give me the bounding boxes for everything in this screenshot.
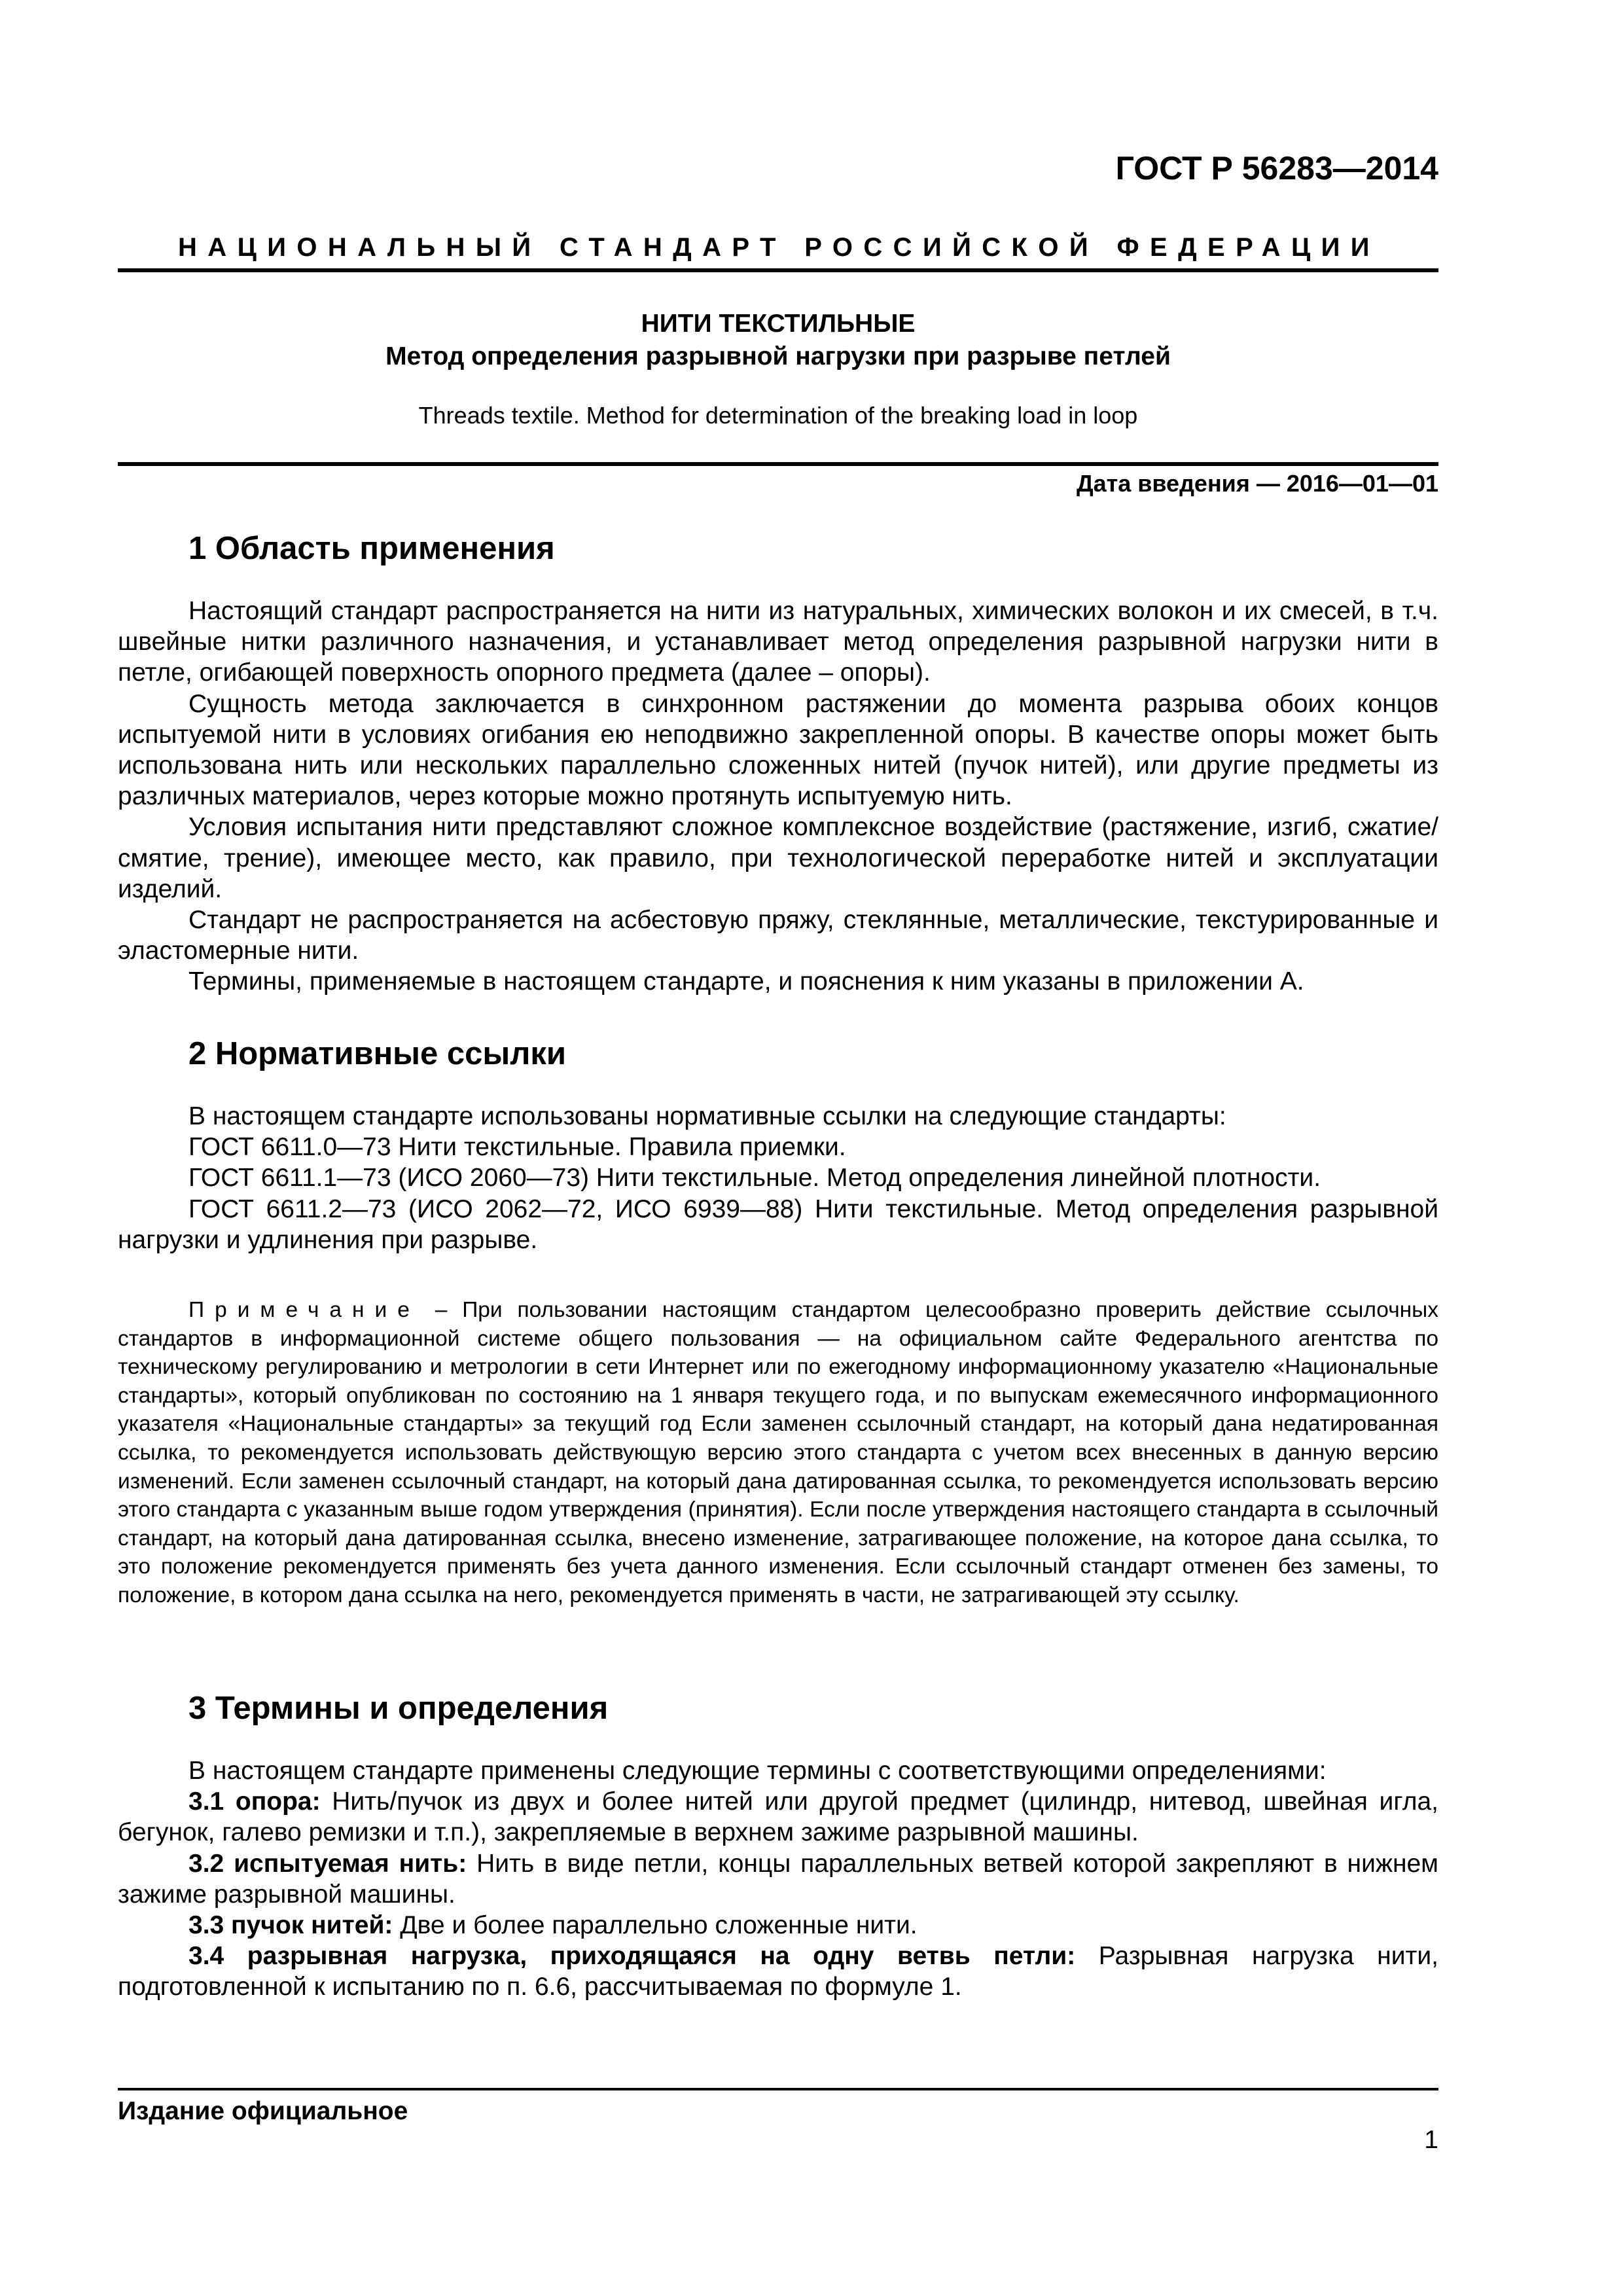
title-rule — [118, 462, 1438, 466]
document-subtitle: Метод определения разрывной нагрузки при разрыве петлей — [385, 342, 1171, 370]
section-3-body — [118, 1755, 1438, 2003]
document-title: НИТИ ТЕКСТИЛЬНЫЕ — [641, 310, 916, 338]
note-label: Примечание — [188, 1298, 420, 1322]
header-rule — [118, 268, 1438, 272]
term-name: 3.2 испытуемая нить: — [188, 1849, 467, 1878]
paragraph: В настоящем стандарте использованы нормативные ссылки на следующие стандарты: — [188, 1102, 1226, 1130]
term-definition: Разрывная нагрузка нити, подготовленной к испытанию по п. 6.6, рассчитываемая по формуле 1. — [118, 1942, 1438, 2001]
paragraph: ГОСТ 6611.2—73 (ИСО 2062—72, ИСО 6939—88) Нити текстильные. Метод определения разрывной нагрузки и удлинения при разрыве. — [118, 1194, 1438, 1254]
introduction-date: Дата введения — 2016—01—01 — [1076, 470, 1438, 497]
title-block — [118, 308, 1438, 431]
term-name: 3.3 пучок нитей: — [188, 1911, 393, 1940]
paragraph: Сущность метода заключается в синхронном растяжении до момента разрыва обоих концов испытуемой нити в условиях огибания ею неподвижно закрепленной опоры. В качестве опоры может быть использована нить или нескольких параллельно сложенных нитей (пучок нитей), или другие предметы из различных материалов, через которые можно протянуть испытуемую нить. — [118, 689, 1438, 811]
section-1-heading: 1 Область применения — [188, 531, 555, 566]
paragraph: ГОСТ 6611.0—73 Нити текстильные. Правила приемки. — [188, 1133, 846, 1162]
term-definition: Две и более параллельно сложенные нити. — [393, 1911, 918, 1940]
term-name: 3.4 разрывная нагрузка, приходящаяся на одну ветвь петли: — [188, 1942, 1076, 1971]
term-definition: Нить в виде петли, концы параллельных ветвей которой закрепляют в нижнем зажиме разрывной машины. — [118, 1849, 1438, 1909]
document-code: ГОСТ Р 56283—2014 — [1115, 150, 1438, 187]
term-definition: Нить/пучок из двух и более нитей или другой предмет (цилиндр, нитевод, швейная игла, бегунок, галево ремизки и т.п.), закрепляемые в верхнем зажиме разрывной машины. — [118, 1787, 1438, 1847]
note-text: – При пользовании настоящим стандартом целесообразно проверить действие ссылочных стандартов в информационной системе общего пользования — на официальном сайте Федерального агентства по техническому регулированию и метрологии в сети Интернет или по ежегодному информационному указателю «Национальные стандарты», который опубликован по состоянию на 1 января текущего года, и по выпускам ежемесячного информационного указателя «Национальные стандарты» за текущий год Если заменен ссылочный стандарт, на который дана недатированная ссылка, то рекомендуется использовать действующую версию этого стандарта с учетом всех внесенных в данную версию изменений. Если заменен ссылочный стандарт, на который дана датированная ссылка, то рекомендуется использовать версию этого стандарта с указанным выше годом утверждения (принятия). Если после утверждения настоящего стандарта в ссылочный стандарт, на который дана датированная ссылка, внесено изменение, затрагивающее положение, на которое дана ссылка, то это положение рекомендуется применять без учета данного изменения. Если ссылочный стандарт отменен без замены, то положение, в котором дана ссылка на него, рекомендуется применять в части, не затрагивающей эту ссылку. — [118, 1298, 1438, 1607]
paragraph: Стандарт не распространяется на асбестовую пряжу, стеклянные, металлические, текстурированные и эластомерные нити. — [118, 906, 1438, 965]
national-standard-banner: НАЦИОНАЛЬНЫЙ СТАНДАРТ РОССИЙСКОЙ ФЕДЕРАЦИИ — [178, 233, 1380, 262]
page-number: 1 — [1424, 2126, 1438, 2154]
paragraph: ГОСТ 6611.1—73 (ИСО 2060—73) Нити текстильные. Метод определения линейной плотности. — [188, 1164, 1321, 1193]
term-entry — [118, 1848, 1438, 1910]
section-2-body — [118, 1101, 1438, 1255]
section-3-heading: 3 Термины и определения — [188, 1691, 609, 1726]
paragraph: Настоящий стандарт распространяется на нити из натуральных, химических волокон и их смесей, в т.ч. швейные нитки различного назначения, и устанавливает метод определения разрывной нагрузки нити в петле, огибающей поверхность опорного предмета (далее – опоры). — [118, 597, 1438, 687]
footer-rule — [118, 2088, 1438, 2090]
paragraph: В настоящем стандарте применены следующие термины с соответствующими определениями: — [188, 1757, 1327, 1785]
note-block — [118, 1296, 1438, 1610]
term-name: 3.1 опора: — [188, 1787, 321, 1816]
paragraph: Условия испытания нити представляют сложное комплексное воздействие (растяжение, изгиб, сжатие/смятие, трение), имеющее место, как правило, при технологической переработке нитей и эксплуатации изделий. — [118, 813, 1438, 903]
term-entry — [118, 1910, 1438, 1941]
term-entry — [118, 1941, 1438, 2002]
section-2-heading: 2 Нормативные ссылки — [188, 1036, 566, 1071]
paragraph: Термины, применяемые в настоящем стандарте, и пояснения к ним указаны в приложении А. — [188, 967, 1304, 996]
section-1-body — [118, 596, 1438, 997]
english-title: Threads textile. Method for determination of the breaking load in loop — [418, 402, 1138, 429]
term-entry — [118, 1786, 1438, 1848]
edition-label: Издание официальное — [118, 2097, 408, 2125]
